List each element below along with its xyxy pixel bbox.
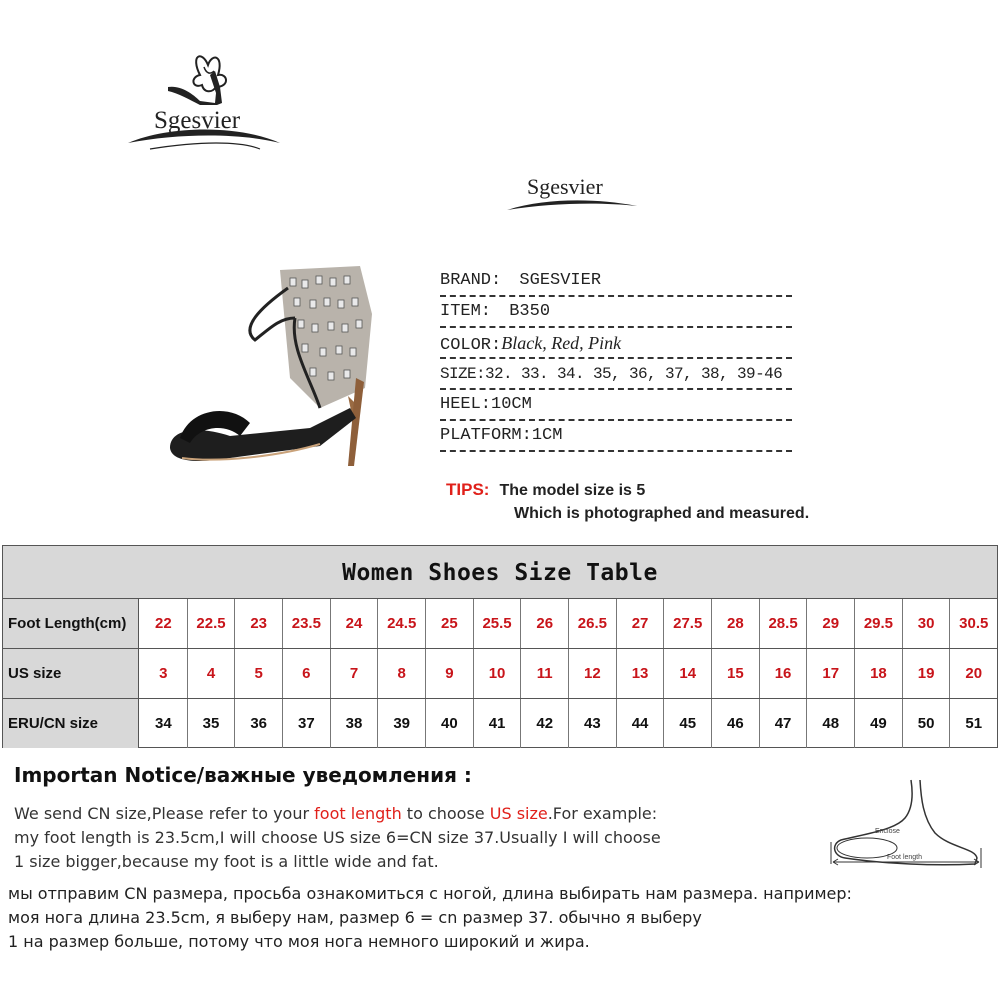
size-table (2, 545, 998, 748)
tips (446, 480, 645, 500)
notice-en-text: to choose (401, 804, 490, 823)
table-cell: 24 (330, 599, 378, 648)
table-cell: 4 (187, 649, 235, 698)
spec-brand-label: BRAND: (440, 271, 502, 290)
table-cell: 50 (902, 699, 950, 748)
table-cell: 42 (520, 699, 568, 748)
table-cell: 39 (377, 699, 425, 748)
table-cell: 41 (473, 699, 521, 748)
tips-label: TIPS: (446, 480, 490, 499)
table-cell: 13 (616, 649, 664, 698)
table-cell: 18 (854, 649, 902, 698)
spec-color (440, 330, 792, 359)
table-cell: 20 (949, 649, 997, 698)
notice-ru-line3: 1 на размер больше, потому что моя нога немного широкий и жира. (8, 932, 590, 951)
spec-size-label: SIZE: (440, 365, 486, 383)
table-cell: 23.5 (282, 599, 330, 648)
spec-size-value: 32. 33. 34. 35, 36, 37, 38, 39-46 (485, 365, 783, 383)
spec-platform-label: PLATFORM: (440, 426, 532, 445)
table-row (3, 599, 997, 649)
table-cell: 45 (663, 699, 711, 748)
swoosh-icon (505, 172, 640, 217)
table-cell: 35 (187, 699, 235, 748)
spec-brand-value: SGESVIER (519, 271, 602, 290)
table-cell: 46 (711, 699, 759, 748)
table-cell: 14 (663, 649, 711, 698)
table-cell: 49 (854, 699, 902, 748)
table-cell: 11 (520, 649, 568, 698)
table-cell: 26 (520, 599, 568, 648)
tips-line1: The model size is 5 (499, 482, 646, 499)
table-cell: 36 (234, 699, 282, 748)
table-cell: 44 (616, 699, 664, 748)
table-cell: 28.5 (759, 599, 807, 648)
table-cell: 7 (330, 649, 378, 698)
notice-highlight: US size (489, 804, 548, 823)
table-cell: 43 (568, 699, 616, 748)
notice-ru-line2: моя нога длина 23.5cm, я выберу нам, размер 6 = cn размер 37. обычно я выберу (8, 908, 702, 927)
notice-en-line2: my foot length is 23.5cm,I will choose US size 6=CN size 37.Usually I will choose (14, 828, 661, 847)
size-table-title: Women Shoes Size Table (3, 546, 997, 599)
table-cell: 37 (282, 699, 330, 748)
spec-brand (440, 268, 792, 297)
tips-line2: Which is photographed and measured. (514, 505, 810, 522)
notice-highlight: foot length (314, 804, 402, 823)
table-cell: 24.5 (377, 599, 425, 648)
table-row (3, 699, 997, 748)
table-cell: 51 (949, 699, 997, 748)
notice-en-text: We send CN size,Please refer to your (14, 804, 315, 823)
table-cell: 29.5 (854, 599, 902, 648)
table-cell: 8 (377, 649, 425, 698)
foot-diagram-length-label: Foot length (887, 854, 923, 861)
table-cell: 16 (759, 649, 807, 698)
table-cell: 9 (425, 649, 473, 698)
spec-item-label: ITEM: (440, 302, 492, 321)
table-cell: 19 (902, 649, 950, 698)
table-cell: 10 (473, 649, 521, 698)
notice-en-line3: 1 size bigger,because my foot is a little wide and fat. (14, 852, 439, 871)
brand-logo (120, 45, 285, 155)
foot-diagram-enclose-label: Enclose (875, 828, 900, 835)
table-cell: 27.5 (663, 599, 711, 648)
spec-heel-label: HEEL: (440, 395, 492, 414)
row-header: ERU/CN size (3, 699, 139, 748)
table-cell: 12 (568, 649, 616, 698)
table-cell: 6 (282, 649, 330, 698)
table-row (3, 649, 997, 699)
spec-heel-value: 10CM (491, 395, 532, 414)
table-cell: 5 (234, 649, 282, 698)
spec-heel (440, 392, 792, 421)
table-cell: 29 (806, 599, 854, 648)
table-cell: 26.5 (568, 599, 616, 648)
spec-size (440, 361, 792, 390)
spec-color-label: COLOR: (440, 336, 502, 355)
spec-color-value: Black, Red, Pink (501, 333, 622, 353)
table-cell: 30 (902, 599, 950, 648)
table-cell: 3 (159, 665, 168, 682)
brand-logo-text: Sgesvier (154, 107, 241, 134)
table-cell: 27 (616, 599, 664, 648)
table-cell: 22 (154, 615, 172, 632)
notice-title: Importan Notice/важные уведомления : (14, 763, 472, 787)
table-cell: 25 (425, 599, 473, 648)
brand-logo-secondary-text: Sgesvier (527, 174, 603, 199)
notice-en-text: .For example: (547, 804, 658, 823)
table-cell: 40 (425, 699, 473, 748)
notice-ru-line1: мы отправим CN размера, просьба ознакомиться с ногой, длина выбирать нам размера. например: (8, 884, 852, 903)
table-cell: 30.5 (949, 599, 997, 648)
table-cell: 47 (759, 699, 807, 748)
table-cell: 25.5 (473, 599, 521, 648)
spec-item (440, 299, 792, 328)
table-cell: 28 (711, 599, 759, 648)
butterfly-heel-icon (120, 45, 285, 155)
notice-en-line1 (14, 804, 657, 823)
row-header: US size (3, 649, 139, 698)
spec-item-value: B350 (509, 302, 551, 321)
table-cell: 15 (711, 649, 759, 698)
product-image (160, 258, 400, 470)
spec-platform-value: 1CM (531, 426, 563, 445)
spec-platform (440, 423, 792, 452)
table-cell: 38 (330, 699, 378, 748)
table-cell: 48 (806, 699, 854, 748)
table-cell: 17 (806, 649, 854, 698)
brand-logo-secondary (505, 172, 640, 217)
row-header: Foot Length(cm) (3, 599, 139, 648)
table-cell: 34 (154, 715, 172, 732)
table-cell: 22.5 (187, 599, 235, 648)
foot-diagram (825, 778, 990, 873)
table-cell: 23 (234, 599, 282, 648)
